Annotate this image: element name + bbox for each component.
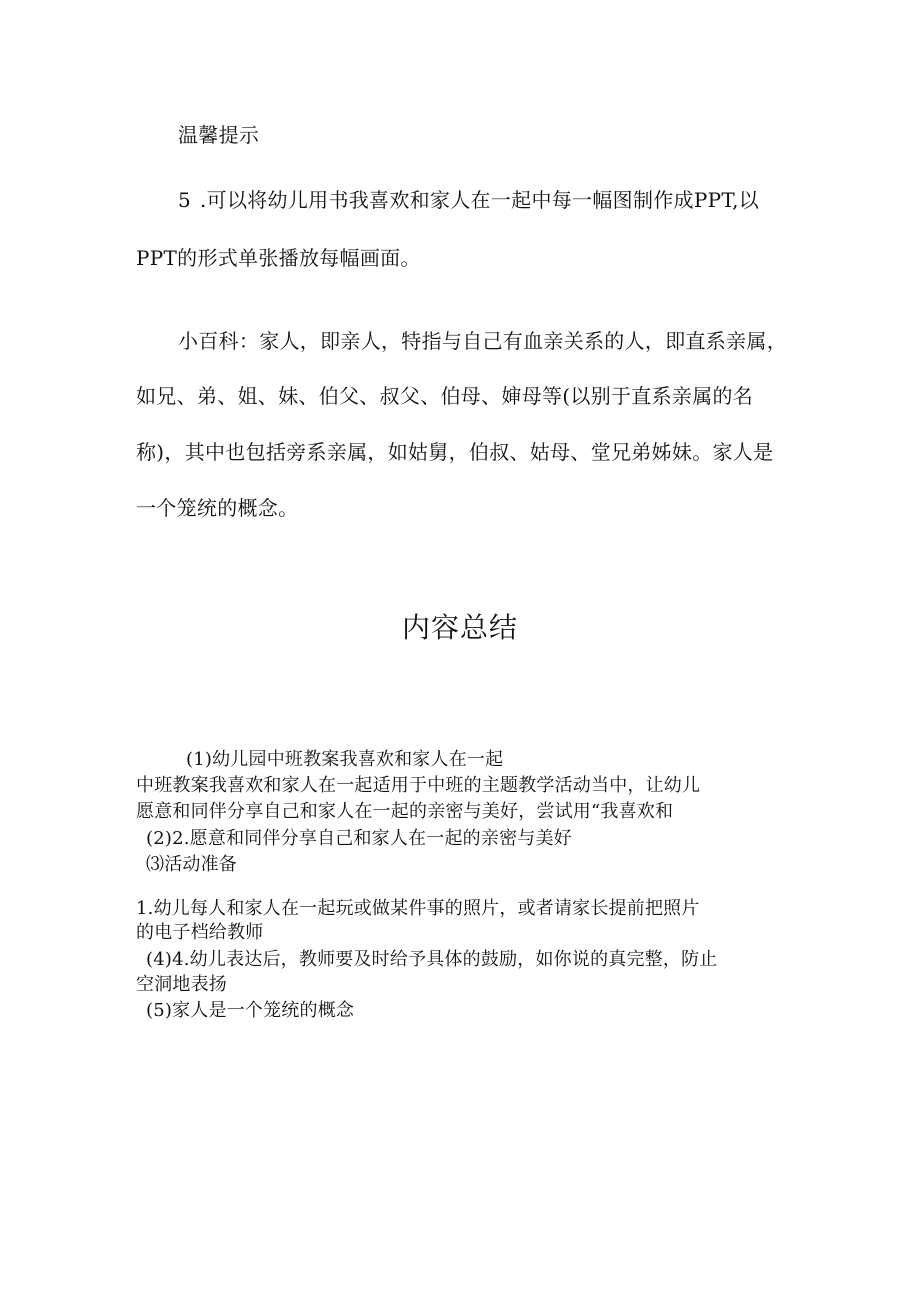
summary-line: 中班教案我喜欢和家人在一起适用于中班的主题教学活动当中，让幼儿 xyxy=(136,775,701,796)
summary-line: (4)4.幼儿表达后，教师要及时给予具体的鼓励，如你说的真完整，防止 xyxy=(146,949,718,970)
summary-line: 的电子档给教师 xyxy=(136,922,264,943)
encyclopedia-line: 一个笼统的概念。 xyxy=(136,496,299,520)
summary-line: 空洞地表扬 xyxy=(136,974,227,995)
summary-line: 1.幼儿每人和家人在一起玩或做某件事的照片，或者请家长提前把照片 xyxy=(136,898,700,919)
tips-line-1: .可以将幼儿用书我喜欢和家人在一起中每一幅图制作成PPT,以 xyxy=(200,188,760,212)
summary-line: (1)幼儿园中班教案我喜欢和家人在一起 xyxy=(186,749,504,770)
encyclopedia-line: 如兄、弟、姐、妹、伯父、叔父、伯母、婶母等(以别于直系亲属的名 xyxy=(136,384,754,408)
encyclopedia-line: 小百科：家人，即亲人，特指与自己有血亲关系的人，即直系亲属， xyxy=(178,329,787,353)
summary-line: ⑶活动准备 xyxy=(146,854,237,875)
summary-line: (5)家人是一个笼统的概念 xyxy=(146,1000,355,1021)
summary-line: (2)2.愿意和同伴分享自己和家人在一起的亲密与美好 xyxy=(146,828,572,849)
summary-heading: 内容总结 xyxy=(401,611,518,644)
summary-line: 愿意和同伴分享自己和家人在一起的亲密与美好，尝试用“我喜欢和 xyxy=(136,801,674,822)
encyclopedia-line: 称)，其中也包括旁系亲属，如姑舅，伯叔、姑母、堂兄弟姊妹。家人是 xyxy=(136,440,774,464)
tips-title: 温馨提示 xyxy=(178,123,260,147)
tips-item-number: 5 xyxy=(178,188,192,212)
tips-line-2: PPT的形式单张播放每幅画面。 xyxy=(136,246,421,270)
